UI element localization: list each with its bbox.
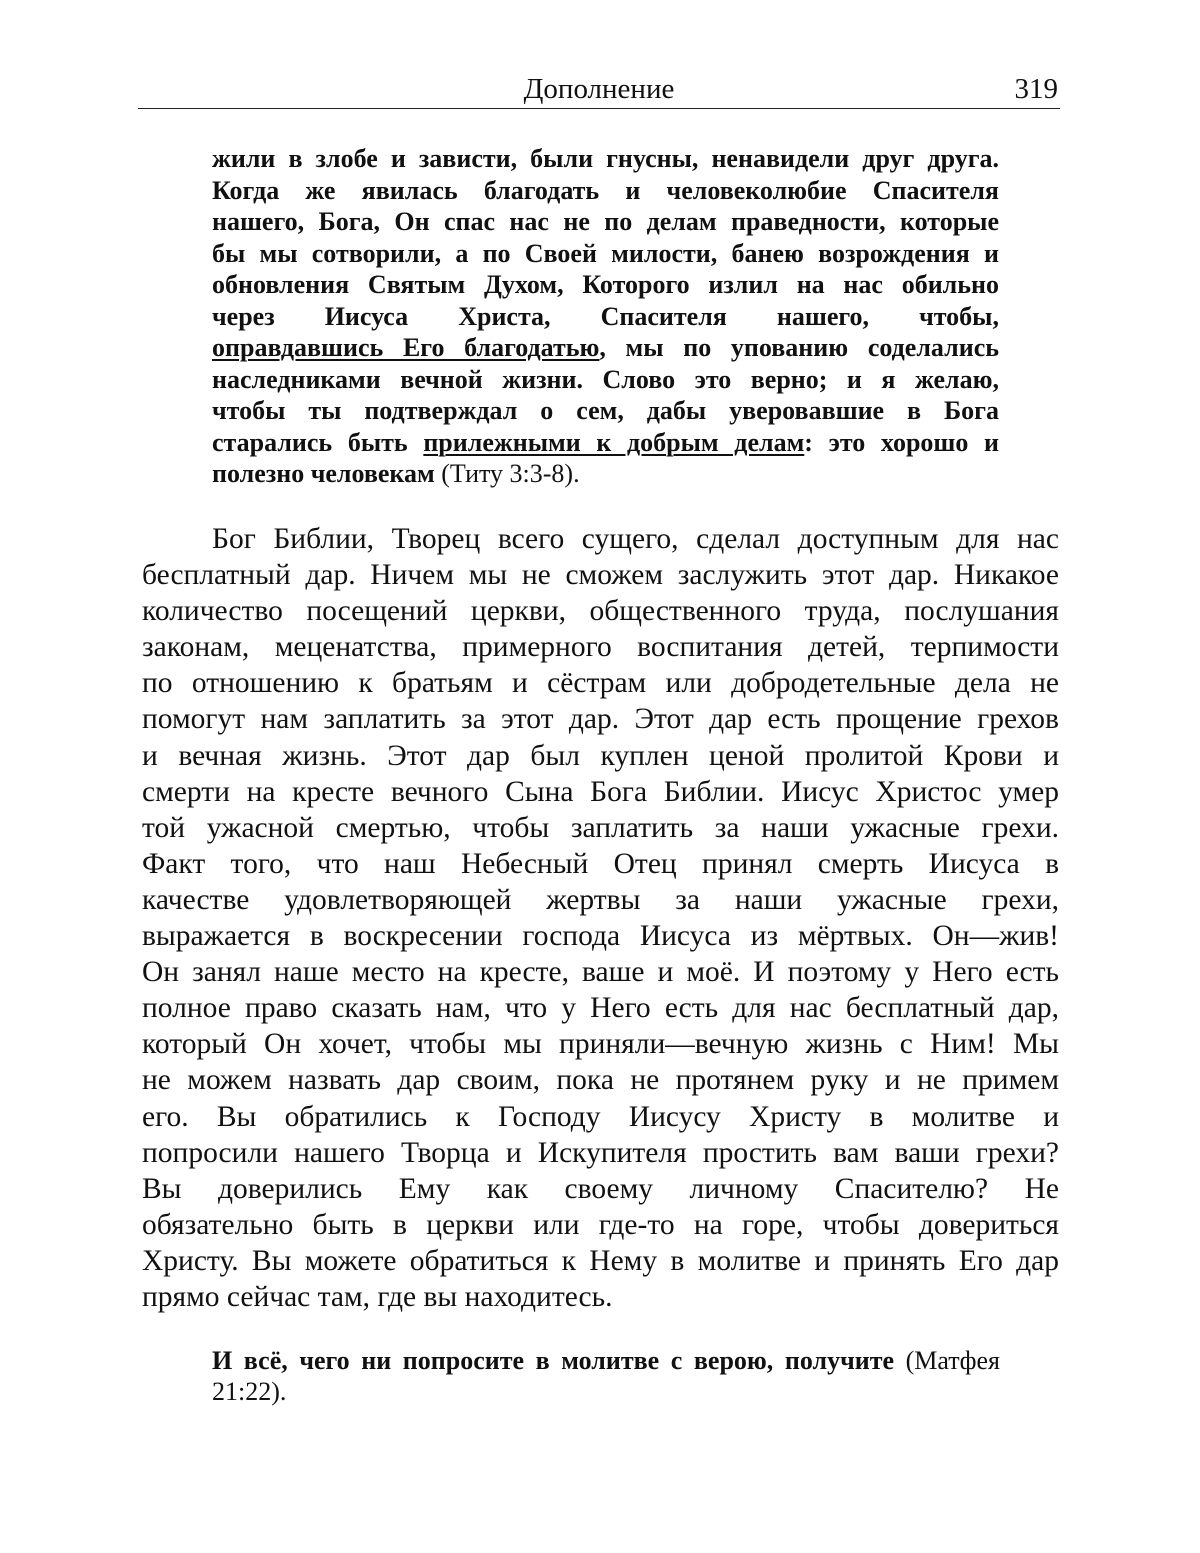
paragraph-line: помогут нам заплатить за этот дар. Этот дар есть прощение грехов bbox=[142, 701, 1059, 737]
paragraph-line: количество посещений церкви, общественного труда, послушания bbox=[142, 593, 1059, 629]
paragraph-line: Он занял наше место на кресте, ваше и моё. И поэтому у Него есть bbox=[142, 954, 1059, 990]
paragraph-line: бесплатный дар. Ничем мы не сможем заслужить этот дар. Никакое bbox=[142, 557, 1059, 593]
paragraph-line: Бог Библии, Творец всего сущего, сделал доступным для нас bbox=[142, 521, 1059, 557]
quote-line: наследниками вечной жизни. Слово это верно; и я желаю, bbox=[212, 364, 999, 396]
page-header bbox=[138, 70, 1060, 109]
quote-line: жили в злобе и зависти, были гнусны, ненавидели друг друга. bbox=[212, 143, 999, 175]
verse-line bbox=[212, 1345, 1000, 1376]
paragraph-line: законам, меценатства, примерного воспитания детей, терпимости bbox=[142, 629, 1059, 665]
header-title: Дополнение bbox=[138, 70, 1060, 108]
paragraph-line: смерти на кресте вечного Сына Бога Библии. Иисус Христос умер bbox=[142, 774, 1059, 810]
underlined-phrase: оправдавшись Его благодатью bbox=[212, 333, 599, 362]
paragraph-line: его. Вы обратились к Господу Иисусу Христу в молитве и bbox=[142, 1099, 1059, 1135]
paragraph-line: качестве удовлетворяющей жертвы за наши ужасные грехи, bbox=[142, 882, 1059, 918]
scripture-quote-matthew bbox=[212, 1345, 1000, 1407]
quote-line bbox=[212, 427, 999, 459]
verse-reference: (Матфея bbox=[894, 1346, 1000, 1375]
paragraph-line: прямо сейчас там, где вы находитесь. bbox=[142, 1279, 1059, 1315]
paragraph-line: который Он хочет, чтобы мы приняли—вечную жизнь с Ним! Мы bbox=[142, 1026, 1059, 1062]
quote-text: : это хорошо и bbox=[804, 428, 999, 457]
paragraph-line: по отношению к братьям и сёстрам или добродетельные дела не bbox=[142, 665, 1059, 701]
quote-line: Когда же явилась благодать и человеколюбие Спасителя bbox=[212, 175, 999, 207]
quote-text: полезно человекам bbox=[212, 459, 435, 488]
paragraph-line: не можем назвать дар своим, пока не протянем руку и не примем bbox=[142, 1062, 1059, 1098]
paragraph-line: попросили нашего Творца и Искупителя простить вам ваши грехи? bbox=[142, 1135, 1059, 1171]
paragraph-line: обязательно быть в церкви или где-то на горе, чтобы довериться bbox=[142, 1207, 1059, 1243]
body-paragraph bbox=[142, 521, 1059, 1315]
underlined-phrase: прилежными к добрым делам bbox=[423, 428, 804, 457]
quote-line: чтобы ты подтверждал о сем, дабы уверовавшие в Бога bbox=[212, 395, 999, 427]
paragraph-line: Факт того, что наш Небесный Отец принял смерть Иисуса в bbox=[142, 846, 1059, 882]
quote-line: через Иисуса Христа, Спасителя нашего, чтобы, bbox=[212, 301, 999, 333]
paragraph-line: полное право сказать нам, что у Него есть для нас бесплатный дар, bbox=[142, 990, 1059, 1026]
quote-text: , мы по упованию соделались bbox=[599, 333, 999, 362]
quote-line bbox=[212, 458, 999, 490]
paragraph-line: Вы доверились Ему как своему личному Спасителю? Не bbox=[142, 1171, 1059, 1207]
paragraph-line: Христу. Вы можете обратиться к Нему в молитве и принять Его дар bbox=[142, 1243, 1059, 1279]
paragraph-line: и вечная жизнь. Этот дар был куплен ценой пролитой Крови и bbox=[142, 738, 1059, 774]
quote-line: бы мы сотворили, а по Своей милости, банею возрождения и bbox=[212, 238, 999, 270]
paragraph-line: той ужасной смертью, чтобы заплатить за наши ужасные грехи. bbox=[142, 810, 1059, 846]
page-number: 319 bbox=[1015, 70, 1059, 108]
quote-line: обновления Святым Духом, Которого излил на нас обильно bbox=[212, 269, 999, 301]
quote-reference: (Титу 3:3-8). bbox=[435, 459, 580, 488]
scripture-quote-titus bbox=[212, 143, 999, 490]
verse-reference-end: 21:22). bbox=[212, 1376, 1000, 1407]
quote-text: старались быть bbox=[212, 428, 423, 457]
verse-text: И всё, чего ни попросите в молитве с верою, получите bbox=[212, 1346, 894, 1375]
paragraph-line: выражается в воскресении господа Иисуса из мёртвых. Он—жив! bbox=[142, 918, 1059, 954]
quote-line bbox=[212, 332, 999, 364]
quote-line: нашего, Бога, Он спас нас не по делам праведности, которые bbox=[212, 206, 999, 238]
